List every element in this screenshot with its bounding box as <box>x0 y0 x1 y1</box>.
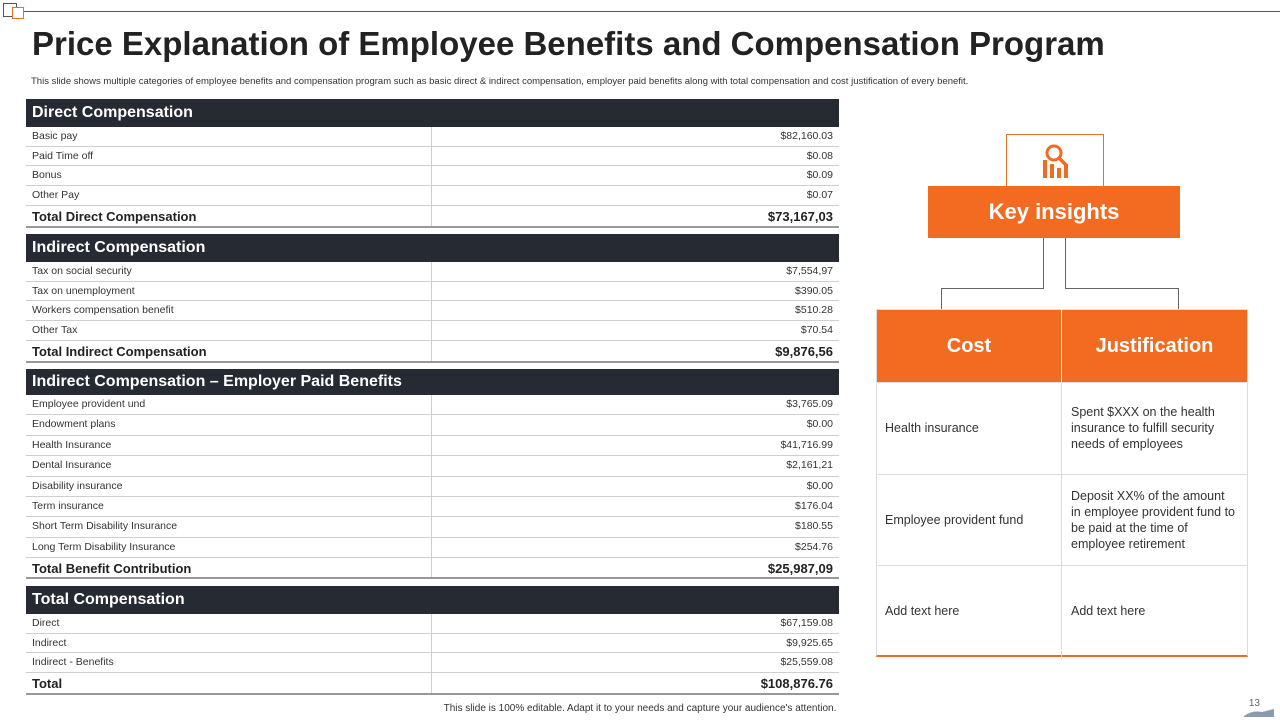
section-header: Total Compensation <box>26 586 839 614</box>
row-label: Workers compensation benefit <box>26 301 432 320</box>
row-value: $0.07 <box>806 189 833 202</box>
insights-table <box>876 309 1248 657</box>
table-row <box>26 456 839 476</box>
row-label: Other Tax <box>26 321 432 340</box>
connector-line <box>1043 238 1044 288</box>
table-row <box>26 436 839 456</box>
hand-icon <box>1242 706 1276 718</box>
row-label: Endowment plans <box>26 415 432 434</box>
top-rule <box>22 11 1280 12</box>
table-row <box>26 614 839 634</box>
row-value: $0.09 <box>806 169 833 182</box>
total-row <box>26 206 839 228</box>
table-row <box>26 166 839 186</box>
row-value: $25,559.08 <box>780 656 833 669</box>
row-value: $176.04 <box>795 499 833 512</box>
row-value: $70.54 <box>800 324 833 337</box>
row-label: Disability insurance <box>26 477 432 496</box>
row-value: $254.76 <box>795 540 833 553</box>
row-value: $0.00 <box>806 479 833 492</box>
row-value: $7,554,97 <box>786 265 833 277</box>
section-header: Indirect Compensation – Employer Paid Benefits <box>26 369 839 395</box>
justification-cell: Add text here <box>1071 604 1146 619</box>
row-label: Dental Insurance <box>26 456 432 475</box>
row-label: Tax on social security <box>26 262 432 281</box>
row-label: Other Pay <box>26 186 432 205</box>
table-row <box>26 634 839 654</box>
footer-note: This slide is 100% editable. Adapt it to your needs and capture your audience's attention. <box>443 703 837 714</box>
total-value: $25,987,09 <box>767 561 833 577</box>
total-row <box>26 673 839 695</box>
connector-line <box>1065 238 1066 288</box>
connector-line <box>1065 288 1179 289</box>
row-value: $0.00 <box>806 418 833 431</box>
table-row <box>26 262 839 282</box>
page-subtitle: This slide shows multiple categories of employee benefits and compensation program such as basic direct & indirect compensation, employer paid benefits along with total compensation and cost justification of every benefit. <box>31 76 969 87</box>
row-label: Long Term Disability Insurance <box>26 538 432 557</box>
section-indirect-compensation <box>26 234 839 363</box>
table-row <box>26 415 839 435</box>
justification-cell: Deposit XX% of the amount in employee provident fund to be paid at the time of employee retirement <box>1071 488 1235 551</box>
total-row <box>26 558 839 578</box>
connector-line <box>1178 288 1179 309</box>
row-label: Term insurance <box>26 497 432 516</box>
total-value: $73,167,03 <box>767 208 833 224</box>
row-label: Paid Time off <box>26 147 432 166</box>
table-row <box>26 517 839 537</box>
insights-icon-box <box>1006 134 1104 186</box>
row-value: $9,925.65 <box>786 636 833 649</box>
table-row <box>26 147 839 167</box>
row-label: Health Insurance <box>26 436 432 455</box>
row-value: $2,161,21 <box>786 459 833 472</box>
insights-row <box>877 474 1247 566</box>
row-label: Indirect - Benefits <box>26 653 432 672</box>
page-title: Price Explanation of Employee Benefits and Compensation Program <box>32 25 1105 62</box>
total-row <box>26 341 839 363</box>
section-employer-paid-benefits <box>26 369 839 579</box>
row-label: Bonus <box>26 166 432 185</box>
insights-row <box>877 382 1247 474</box>
table-row <box>26 321 839 341</box>
total-label: Total Indirect Compensation <box>26 341 432 361</box>
cost-cell: Add text here <box>877 566 1062 657</box>
section-header: Indirect Compensation <box>26 234 839 262</box>
table-row <box>26 186 839 206</box>
search-chart-icon <box>1040 144 1072 180</box>
row-label: Direct <box>26 614 432 633</box>
row-value: $510.28 <box>795 304 833 317</box>
row-value: $0.08 <box>806 149 833 162</box>
total-value: $108,876.76 <box>760 676 833 692</box>
section-total-compensation <box>26 586 839 695</box>
connector-line <box>941 288 1044 289</box>
insights-row <box>877 565 1247 657</box>
connector-line <box>941 288 942 309</box>
row-label: Short Term Disability Insurance <box>26 517 432 536</box>
total-value: $9,876,56 <box>775 343 833 359</box>
justification-cell: Spent $XXX on the health insurance to fulfill security needs of employees <box>1071 405 1215 452</box>
cost-column-header: Cost <box>877 310 1062 382</box>
row-value: $390.05 <box>795 284 833 297</box>
section-header: Direct Compensation <box>26 99 839 127</box>
table-row <box>26 127 839 147</box>
cost-cell: Employee provident fund <box>877 475 1062 566</box>
row-label: Indirect <box>26 634 432 653</box>
total-label: Total Direct Compensation <box>26 206 432 226</box>
row-value: $3,765.09 <box>786 398 833 410</box>
insights-table-header <box>877 310 1247 382</box>
total-label: Total <box>26 673 432 693</box>
table-row <box>26 653 839 673</box>
row-value: $41,716.99 <box>780 438 833 451</box>
corner-logo-icon <box>3 3 27 19</box>
total-label: Total Benefit Contribution <box>26 558 432 576</box>
table-row <box>26 538 839 558</box>
row-value: $82,160.03 <box>780 130 833 142</box>
key-insights-title: Key insights <box>928 186 1180 238</box>
row-label: Employee provident und <box>26 395 432 414</box>
row-value: $180.55 <box>795 520 833 533</box>
table-row <box>26 497 839 517</box>
row-label: Tax on unemployment <box>26 282 432 301</box>
table-row <box>26 395 839 415</box>
justification-column-header: Justification <box>1062 310 1247 382</box>
page-number: 13 <box>1248 698 1260 709</box>
row-label: Basic pay <box>26 127 432 146</box>
table-row <box>26 282 839 302</box>
section-direct-compensation <box>26 99 839 228</box>
cost-cell: Health insurance <box>877 383 1062 474</box>
table-row <box>26 477 839 497</box>
table-row <box>26 301 839 321</box>
row-value: $67,159.08 <box>780 617 833 629</box>
